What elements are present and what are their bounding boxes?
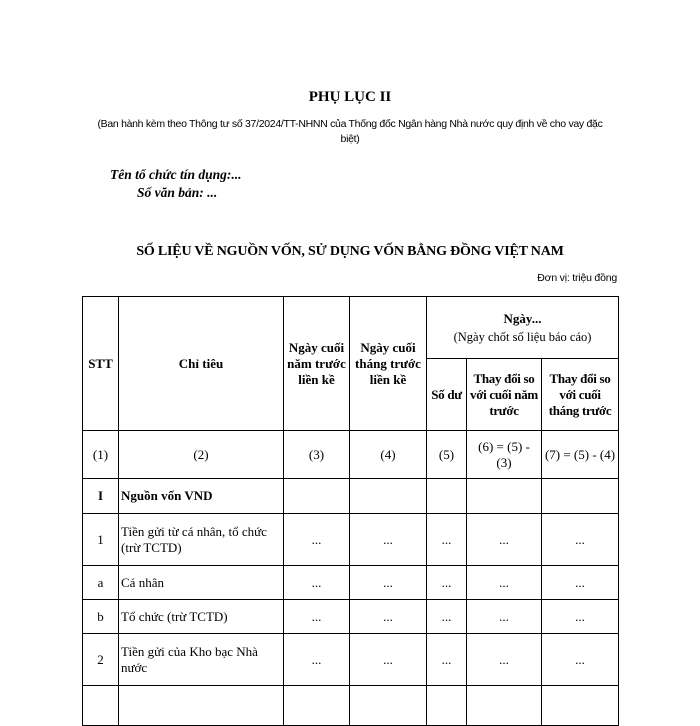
table-row	[83, 514, 619, 566]
header-report-date-note: (Ngày chốt số liệu báo cáo)	[453, 329, 592, 344]
row-cell: ...	[542, 514, 619, 566]
capital-data-table	[82, 296, 619, 726]
row-indicator: Tổ chức (trừ TCTD)	[119, 600, 284, 634]
table-row	[83, 566, 619, 600]
row-cell: ...	[467, 514, 542, 566]
report-title: SỐ LIỆU VỀ NGUỒN VỐN, SỬ DỤNG VỐN BẰNG ĐỒNG VIỆT NAM	[136, 244, 564, 259]
table-row	[83, 479, 619, 514]
row-stt: 2	[83, 634, 119, 686]
table-row	[83, 600, 619, 634]
column-number: (1)	[83, 431, 119, 479]
column-number: (3)	[284, 431, 350, 479]
row-stt: I	[83, 479, 119, 514]
document-number: Số văn bản: ...	[137, 185, 218, 200]
row-cell: ...	[427, 566, 467, 600]
table-row	[83, 634, 619, 686]
header-indicator: Chỉ tiêu	[119, 297, 284, 431]
appendix-subtitle: (Ban hành kèm theo Thông tư số 37/2024/TT-NHNN của Thống đốc Ngân hàng Nhà nước quy định về cho vay đặc biệt)	[97, 118, 603, 145]
row-cell: ...	[542, 600, 619, 634]
row-cell: ...	[427, 600, 467, 634]
row-stt: b	[83, 600, 119, 634]
row-cell	[427, 479, 467, 514]
row-cell: ...	[350, 600, 427, 634]
row-cell: ...	[350, 634, 427, 686]
row-cell: ...	[427, 514, 467, 566]
row-cell: ...	[350, 514, 427, 566]
row-cell: ...	[467, 600, 542, 634]
header-balance: Số dư	[427, 359, 467, 431]
row-stt: 1	[83, 514, 119, 566]
row-cell: ...	[467, 634, 542, 686]
header-stt: STT	[83, 297, 119, 431]
column-number: (4)	[350, 431, 427, 479]
row-cell: ...	[467, 566, 542, 600]
column-number: (2)	[119, 431, 284, 479]
header-change-vs-month-end: Thay đổi so với cuối tháng trước	[542, 359, 619, 431]
header-change-vs-year-end: Thay đổi so với cuối năm trước	[467, 359, 542, 431]
header-prev-year-end: Ngày cuối năm trước liền kề	[284, 297, 350, 431]
header-prev-month-end: Ngày cuối tháng trước liền kề	[350, 297, 427, 431]
row-cell	[467, 479, 542, 514]
row-cell	[350, 479, 427, 514]
row-indicator: Tiền gửi của Kho bạc Nhà nước	[119, 634, 284, 686]
row-stt: a	[83, 566, 119, 600]
row-indicator: Tiền gửi từ cá nhân, tổ chức (trừ TCTD)	[119, 514, 284, 566]
column-number: (7) = (5) - (4)	[542, 431, 619, 479]
row-cell: ...	[284, 514, 350, 566]
row-cell: ...	[542, 566, 619, 600]
row-indicator: Nguồn vốn VND	[119, 479, 284, 514]
row-cell: ...	[284, 634, 350, 686]
row-cell: ...	[542, 634, 619, 686]
row-indicator: Cá nhân	[119, 566, 284, 600]
column-number: (6) = (5) - (3)	[467, 431, 542, 479]
unit-note: Đơn vị: triệu đồng	[537, 272, 617, 284]
row-cell: ...	[427, 634, 467, 686]
table-row-partial	[83, 686, 619, 726]
row-cell: ...	[284, 600, 350, 634]
header-report-date: Ngày...	[503, 310, 542, 326]
credit-institution-name: Tên tổ chức tín dụng:...	[110, 167, 242, 182]
row-cell: ...	[284, 566, 350, 600]
header-report-date-group	[427, 297, 619, 359]
column-number: (5)	[427, 431, 467, 479]
row-cell	[284, 479, 350, 514]
appendix-title: PHỤ LỤC II	[308, 89, 392, 105]
column-number-row	[83, 431, 619, 479]
row-cell: ...	[350, 566, 427, 600]
row-cell	[542, 479, 619, 514]
